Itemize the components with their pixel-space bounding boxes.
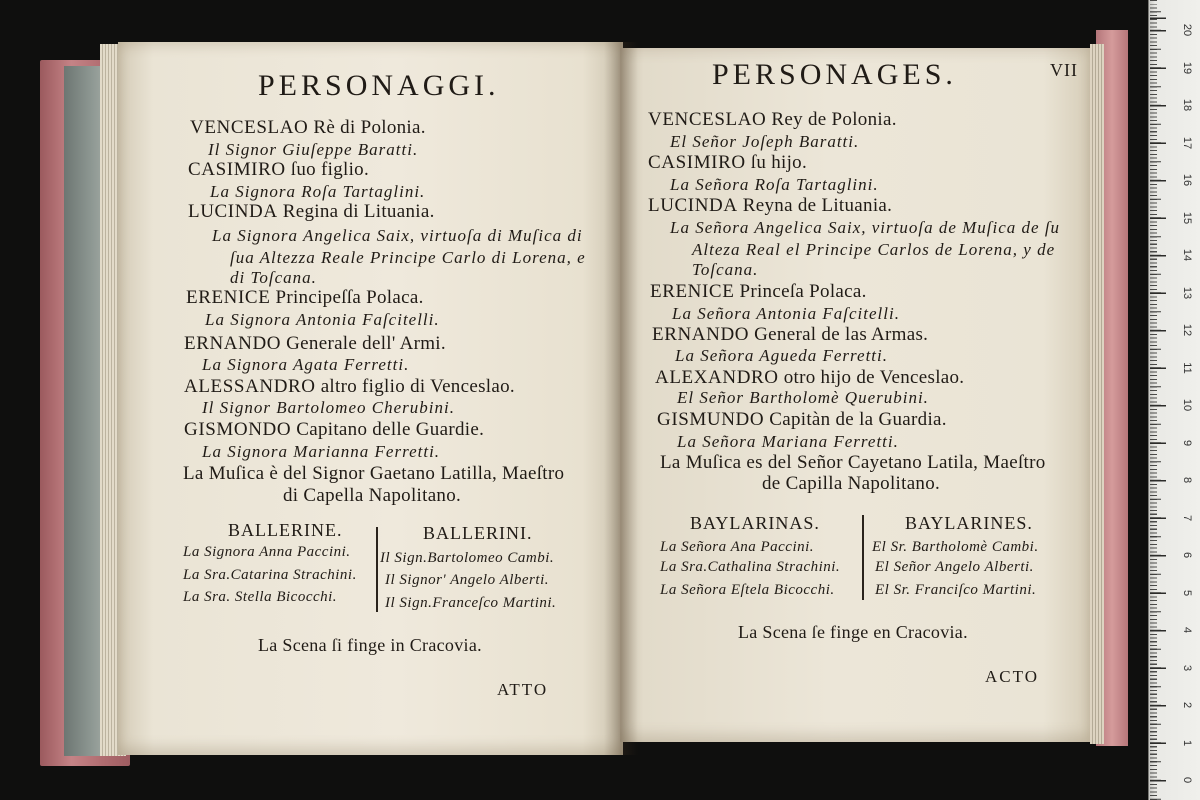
character-description: Reyna de Lituania. (742, 195, 893, 216)
dancer-line: El Sr. Bartholomè Cambi. (872, 539, 1039, 555)
music-credit-line: La Muſica es del Señor Cayetano Latila, Maeſtro (660, 452, 1046, 473)
character-line (648, 152, 807, 174)
character-name: ERNANDO (184, 333, 282, 354)
ruler-label: 16 (1181, 173, 1193, 187)
dancer-line: El Sr. Franciſco Martini. (875, 582, 1037, 598)
dancers-women-heading: BAYLARINAS. (690, 513, 820, 533)
ruler-label: 15 (1181, 211, 1193, 224)
dancer-line: La Sra.Cathalina Strachini. (660, 559, 841, 575)
performer-line: La Signora Antonia Faſcitelli. (205, 310, 440, 329)
character-name: VENCESLAO (190, 117, 309, 138)
character-description: altro figlio di Venceslao. (320, 376, 515, 397)
performer-line: La Signora Roſa Tartaglini. (210, 182, 426, 201)
catchword: ATTO (497, 680, 549, 699)
character-line (188, 201, 435, 223)
performer-line: La Señora Roſa Tartaglini. (670, 175, 879, 194)
character-line (184, 333, 446, 355)
column-divider (862, 515, 864, 600)
ruler-label: 17 (1181, 136, 1193, 149)
character-description: Capitano delle Guardie. (296, 419, 485, 440)
dancer-line: La Señora Eſtela Bicocchi. (660, 582, 835, 598)
ruler-label: 0 (1181, 776, 1193, 784)
character-description: Principeſſa Polaca. (275, 287, 424, 308)
character-line (188, 159, 369, 181)
performer-line: El Señor Bartholomè Querubini. (677, 388, 929, 407)
scene-note: La Scena ſi finge in Cracovia. (258, 635, 482, 655)
character-name: ERENICE (186, 287, 271, 308)
performer-line: di Toſcana. (230, 268, 317, 287)
dancer-line: La Sra.Catarina Strachini. (183, 567, 357, 583)
character-name: ERNANDO (652, 324, 750, 345)
character-line (190, 117, 426, 139)
character-description: Rè di Polonia. (313, 117, 426, 138)
dancer-line: Il Sign.Franceſco Martini. (385, 595, 557, 611)
character-name: CASIMIRO (648, 152, 746, 173)
character-description: otro hijo de Venceslao. (783, 367, 965, 388)
music-credit-line: La Muſica è del Signor Gaetano Latilla, Maeſtro (183, 463, 565, 484)
character-description: ſuo figlio. (290, 159, 370, 180)
character-description: General de las Armas. (754, 324, 929, 345)
character-name: GISMONDO (184, 419, 292, 440)
character-line (655, 367, 964, 389)
character-name: VENCESLAO (648, 109, 767, 130)
performer-line: La Signora Marianna Ferretti. (202, 442, 441, 461)
character-line (648, 109, 897, 131)
dancer-line: La Sra. Stella Bicocchi. (183, 589, 338, 605)
character-description: Rey de Polonia. (771, 109, 897, 130)
dancers-men-heading: BAYLARINES. (905, 513, 1033, 533)
column-divider (376, 527, 378, 612)
page-heading: PERSONAGGI. (258, 69, 500, 102)
music-credit-line: de Capilla Napolitano. (762, 473, 941, 494)
page-heading: PERSONAGES. (712, 58, 957, 91)
character-name: ALESSANDRO (184, 376, 316, 397)
ruler-label: 12 (1181, 323, 1193, 337)
character-name: CASIMIRO (188, 159, 286, 180)
performer-line: Il Signor Bartolomeo Cherubini. (202, 398, 455, 417)
character-line (184, 419, 484, 441)
performer-line: La Señora Angelica Saix, virtuoſa de Muſica de ſu (670, 218, 1061, 237)
ruler-label: 20 (1181, 23, 1193, 37)
character-description: Capitàn de la Guardia. (769, 409, 947, 430)
ruler-label: 9 (1181, 439, 1193, 446)
character-name: LUCINDA (188, 201, 278, 222)
performer-line: Toſcana. (692, 260, 759, 279)
performer-line: Alteza Real el Principe Carlos de Lorena, y de (692, 240, 1056, 259)
right-page-stack-edges (1090, 44, 1104, 744)
ruler-label: 14 (1181, 248, 1193, 262)
ruler-label: 3 (1181, 664, 1193, 671)
performer-line: ſua Altezza Reale Principe Carlo di Lorena, e (230, 248, 586, 267)
ruler-label: 8 (1181, 476, 1193, 484)
right-page (620, 48, 1090, 742)
performer-line: La Señora Agueda Ferretti. (675, 346, 888, 365)
catchword: ACTO (985, 667, 1039, 686)
music-credit-line: di Capella Napolitano. (283, 485, 462, 506)
character-line (652, 324, 928, 346)
ruler-label: 1 (1181, 739, 1193, 746)
character-line (648, 195, 892, 217)
ruler-cm-ticks (1150, 0, 1166, 800)
scene-note: La Scena ſe finge en Cracovia. (738, 622, 968, 642)
performer-line: La Signora Angelica Saix, virtuoſa di Muſica di (212, 226, 583, 245)
dancers-men-heading: BALLERINI. (423, 523, 533, 543)
dancer-line: Il Signor' Angelo Alberti. (385, 572, 549, 588)
ruler-label: 7 (1181, 514, 1193, 521)
dancers-women-heading: BALLERINE. (228, 520, 343, 540)
ruler-label: 13 (1181, 286, 1193, 299)
character-line (186, 287, 424, 309)
performer-line: La Señora Mariana Ferretti. (677, 432, 899, 451)
dancer-line: Il Sign.Bartolomeo Cambi. (380, 550, 555, 566)
character-name: ALEXANDRO (655, 367, 779, 388)
dancer-line: El Señor Angelo Alberti. (875, 559, 1034, 575)
left-page (118, 42, 623, 755)
ruler-label: 10 (1181, 398, 1193, 412)
ruler-label: 18 (1181, 98, 1193, 112)
character-description: Regina di Lituania. (282, 201, 435, 222)
gutter-shadow (604, 42, 638, 755)
character-description: Generale dell' Armi. (286, 333, 446, 354)
character-line (650, 281, 867, 303)
character-name: GISMUNDO (657, 409, 765, 430)
ruler-label: 2 (1181, 701, 1193, 709)
dancer-line: La Señora Ana Paccini. (660, 539, 815, 555)
ruler-label: 4 (1181, 626, 1193, 634)
ruler-label: 11 (1181, 361, 1193, 374)
ruler-label: 5 (1181, 589, 1193, 596)
character-name: LUCINDA (648, 195, 738, 216)
character-description: Princeſa Polaca. (739, 281, 867, 302)
character-name: ERENICE (650, 281, 735, 302)
ruler-label: 6 (1181, 551, 1193, 559)
performer-line: Il Signor Giuſeppe Baratti. (208, 140, 419, 159)
character-line (184, 376, 515, 398)
character-line (657, 409, 947, 431)
performer-line: La Signora Agata Ferretti. (202, 355, 410, 374)
performer-line: El Señor Joſeph Baratti. (670, 132, 860, 151)
page-number: VII (1050, 60, 1078, 80)
ruler-label: 19 (1181, 61, 1193, 74)
dancer-line: La Signora Anna Paccini. (183, 544, 351, 560)
character-description: ſu hijo. (750, 152, 808, 173)
performer-line: La Señora Antonia Faſcitelli. (672, 304, 900, 323)
